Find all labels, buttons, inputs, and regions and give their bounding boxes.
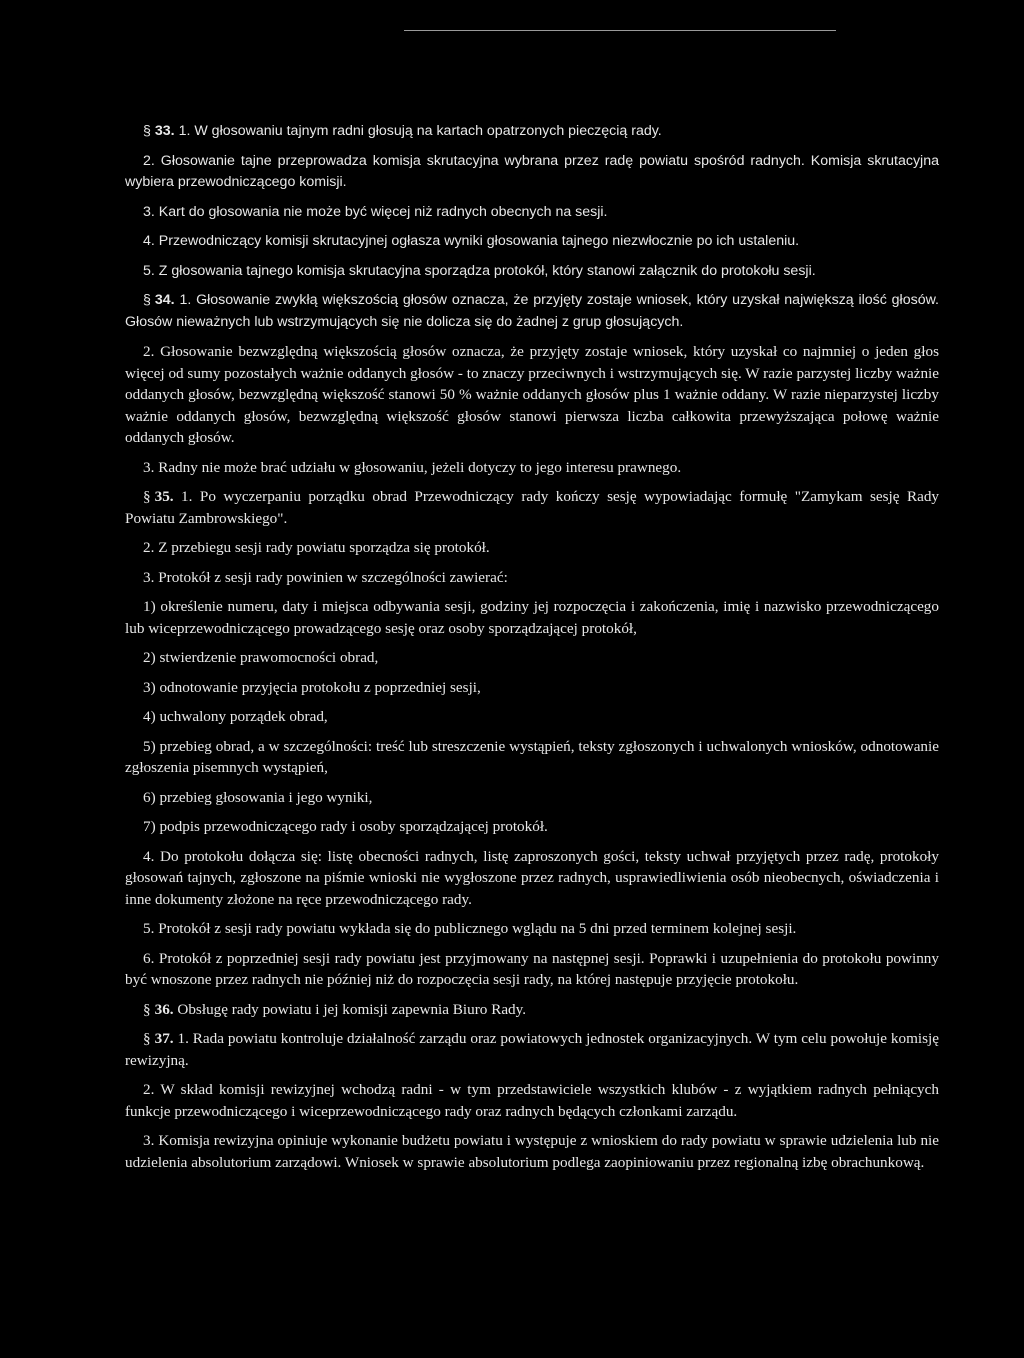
paragraph-text: 3. Kart do głosowania nie może być więcej niż radnych obecnych na sesji. — [143, 203, 608, 220]
list-item — [125, 706, 939, 728]
list-item — [125, 647, 939, 669]
paragraph-text: 1. W głosowaniu tajnym radni głosują na kartach opatrzonych pieczęcią rady. — [178, 123, 662, 139]
paragraph-text: 6. Protokół z poprzedniej sesji rady powiatu jest przyjmowany na następnej sesji. Poprawki i uzupełnienia do protokołu powinny być wnoszone przez radnych nie później niż do rozpoczęcia sesji rady, na której następuje przyjęcie protokołu. — [125, 949, 939, 988]
list-item — [125, 596, 939, 639]
paragraph — [125, 1130, 939, 1173]
paragraph-text: 2. Głosowanie tajne przeprowadza komisja skrutacyjna wybrana przez radę powiatu spośród radnych. Komisja skrutacyjna wybiera przewodniczącego komisji. — [125, 152, 939, 190]
paragraph — [125, 457, 939, 479]
paragraph — [125, 537, 939, 559]
paragraph — [125, 290, 939, 333]
list-item — [125, 677, 939, 699]
paragraph-text: 7) podpis przewodniczącego rady i osoby sporządzającej protokół. — [143, 818, 548, 835]
paragraph — [125, 846, 939, 911]
section-sign: § — [143, 1000, 151, 1018]
paragraph — [125, 151, 939, 194]
paragraph-text: 2) stwierdzenie prawomocności obrad, — [143, 649, 379, 666]
section-number: 33. — [154, 123, 175, 139]
section-number: 35. — [154, 488, 174, 505]
paragraph-text: 3. Protokół z sesji rady powinien w szczególności zawierać: — [143, 568, 508, 586]
paragraph-text: 3. Komisja rewizyjna opiniuje wykonanie budżetu powiatu i występuje z wnioskiem do rady powiatu w sprawie udzielenia lub nie udzielenia absolutorium zarządowi. Wniosek w sprawie absolutorium podlega zaopiniowaniu przez regionalną izbę obrachunkową. — [125, 1132, 939, 1171]
top-rule — [404, 30, 836, 31]
paragraph-text: 5. Z głosowania tajnego komisja skrutacyjna sporządza protokół, który stanowi załącznik do protokołu sesji. — [143, 262, 816, 279]
paragraph — [125, 567, 939, 589]
section-number: 37. — [154, 1030, 174, 1047]
paragraph-text: 4) uchwalony porządek obrad, — [143, 708, 328, 725]
section-sign: § — [143, 292, 151, 308]
paragraph — [125, 1079, 939, 1122]
paragraph — [125, 341, 939, 449]
paragraph — [125, 948, 939, 991]
list-item — [125, 736, 939, 779]
paragraph-text: 2. Głosowanie bezwzględną większością głosów oznacza, że przyjęty zostaje wniosek, który uzyskał co najmniej o jeden głos więcej od sumy pozostałych ważnie oddanych głosów - to znaczy przeciwnych i wstrzymujących się. W razie parzystej liczby ważnie oddanych głosów, bezwzględną większość stanowi 50 % ważnie oddanych głosów plus 1 ważnie oddany. W razie nieparzystej liczby ważnie oddanych głosów, bezwzględną większość głosów stanowi pierwsza liczba całkowita przewyższająca połowę ważnie oddanych głosów. — [125, 343, 939, 446]
document-body — [125, 121, 939, 1181]
paragraph — [125, 231, 939, 253]
paragraph-text: 5. Protokół z sesji rady powiatu wykłada się do publicznego wglądu na 5 dni przed terminem kolejnej sesji. — [143, 920, 797, 937]
section-number: 34. — [154, 292, 175, 308]
paragraph-text: 1. Rada powiatu kontroluje działalność zarządu oraz powiatowych jednostek organizacyjnych. W tym celu powołuje komisję rewizyjną. — [125, 1030, 939, 1069]
paragraph-text: 1. Po wyczerpaniu porządku obrad Przewodniczący rady kończy sesję wypowiadając formułę "Zamykam sesję Rady Powiatu Zambrowskiego". — [125, 488, 940, 527]
paragraph-text: 4. Do protokołu dołącza się: listę obecności radnych, listę zaproszonych gości, teksty uchwał przyjętych przez radę, protokoły głosowań tajnych, zgłoszone na piśmie wnioski nie wygłoszone przez radnych, usprawiedliwienia osób nieobecnych, oświadczenia i inne dokumenty złożone na ręce przewodniczącego rady. — [125, 847, 939, 908]
list-item — [125, 816, 939, 838]
paragraph — [125, 261, 939, 283]
paragraph-text: 4. Przewodniczący komisji skrutacyjnej ogłasza wyniki głosowania tajnego niezwłocznie po ich ustaleniu. — [143, 233, 800, 249]
paragraph-text: 1. Głosowanie zwykłą większością głosów oznacza, że przyjęty zostaje wniosek, który uzyskał największą ilość głosów. Głosów nieważnych lub wstrzymujących się nie dolicza się do żadnej z grup głosujących. — [125, 292, 939, 330]
section-sign: § — [143, 1030, 151, 1047]
paragraph-text: 1) określenie numeru, daty i miejsca odbywania sesji, godziny jej rozpoczęcia i zakończenia, imię i nazwisko przewodniczącego lub wiceprzewodniczącego prowadzącego sesję oraz osoby sporządzającej protokół, — [125, 598, 939, 637]
section-sign: § — [143, 488, 151, 505]
paragraph — [125, 999, 939, 1021]
section-number: 36. — [154, 1000, 174, 1018]
paragraph — [125, 121, 939, 143]
paragraph-text: 5) przebieg obrad, a w szczególności: treść lub streszczenie wystąpień, teksty zgłoszonych i uchwalonych wniosków, odnotowanie zgłoszenia pisemnych wystąpień, — [125, 737, 939, 776]
paragraph-text: 6) przebieg głosowania i jego wyniki, — [143, 788, 373, 806]
paragraph — [125, 918, 939, 940]
paragraph-text: 2. W skład komisji rewizyjnej wchodzą radni - w tym przedstawiciele wszystkich klubów - z wyjątkiem radnych pełniących funkcje przewodniczącego i wiceprzewodniczącego rady oraz radnych będących członkami zarządu. — [125, 1081, 939, 1120]
paragraph — [125, 202, 939, 224]
paragraph-text: 2. Z przebiegu sesji rady powiatu sporządza się protokół. — [143, 539, 490, 556]
paragraph — [125, 1028, 939, 1071]
paragraph-text: 3) odnotowanie przyjęcia protokołu z poprzedniej sesji, — [143, 678, 481, 696]
paragraph-text: 3. Radny nie może brać udziału w głosowaniu, jeżeli dotyczy to jego interesu prawnego. — [143, 458, 682, 476]
paragraph — [125, 486, 939, 529]
section-sign: § — [143, 123, 151, 139]
paragraph-text: Obsługę rady powiatu i jej komisji zapewnia Biuro Rady. — [177, 1000, 527, 1018]
list-item — [125, 787, 939, 809]
